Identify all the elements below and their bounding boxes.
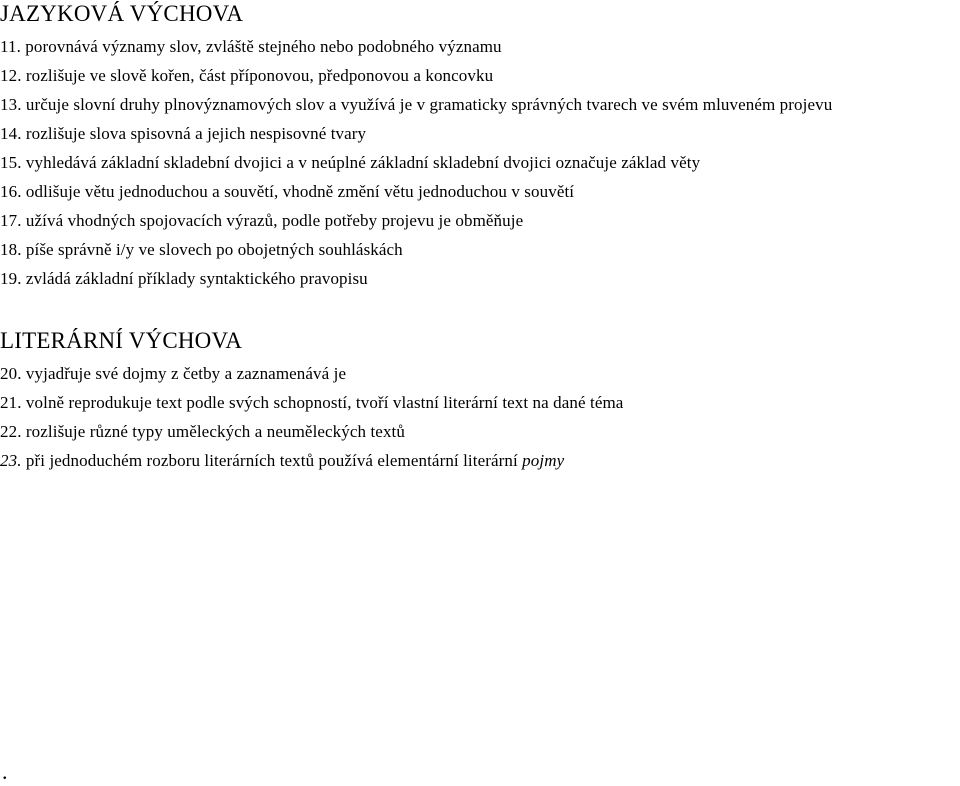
list-item: [0, 90, 832, 119]
item-number: 14.: [0, 124, 22, 143]
item-number: 17.: [0, 211, 22, 230]
list-item: [0, 61, 832, 90]
list-item: [0, 264, 832, 293]
item-number: 16.: [0, 182, 22, 201]
item-text: zvládá základní příklady syntaktického pravopisu: [25, 269, 368, 288]
item-text: volně reprodukuje text podle svých schopností, tvoří vlastní literární text na dané téma: [25, 393, 624, 412]
item-number: 22.: [0, 422, 22, 441]
list-item: [0, 119, 832, 148]
item-number: 15.: [0, 153, 22, 172]
jazykova-list: [0, 32, 832, 293]
list-item: [0, 177, 832, 206]
list-item: [0, 148, 832, 177]
item-text: určuje slovní druhy plnovýznamových slov a využívá je v gramaticky správných tvarech ve svém mluveném projevu: [25, 95, 833, 114]
item-text: při jednoduchém rozboru literárních textů používá elementární literární: [25, 451, 518, 470]
end-mark: .: [2, 759, 8, 784]
list-item: [0, 32, 832, 61]
list-item: [0, 446, 623, 475]
section-heading-jazykova: JAZYKOVÁ VÝCHOVA: [0, 1, 244, 26]
item-number: 19.: [0, 269, 22, 288]
item-number: 11.: [0, 37, 21, 56]
item-number: 21.: [0, 393, 22, 412]
item-text: rozlišuje slova spisovná a jejich nespisovné tvary: [25, 124, 367, 143]
list-item: [0, 235, 832, 264]
item-number: 20.: [0, 364, 22, 383]
item-text: užívá vhodných spojovacích výrazů, podle potřeby projevu je obměňuje: [25, 211, 524, 230]
literarni-list: [0, 359, 623, 475]
item-text: rozlišuje různé typy uměleckých a neuměleckých textů: [25, 422, 405, 441]
item-number: 13.: [0, 95, 22, 114]
item-text-italic: pojmy: [522, 451, 565, 470]
list-item: [0, 206, 832, 235]
list-item: [0, 359, 623, 388]
list-item: [0, 388, 623, 417]
item-text: odlišuje větu jednoduchou a souvětí, vhodně změní větu jednoduchou v souvětí: [25, 182, 575, 201]
item-text: porovnává významy slov, zvláště stejného nebo podobného významu: [25, 37, 502, 56]
item-number: 23.: [0, 451, 22, 470]
item-text: vyjadřuje své dojmy z četby a zaznamenává je: [25, 364, 347, 383]
item-text: píše správně i/y ve slovech po obojetných souhláskách: [25, 240, 403, 259]
item-text: vyhledává základní skladební dvojici a v neúplné základní skladební dvojici označuje základ věty: [25, 153, 701, 172]
item-number: 18.: [0, 240, 22, 259]
item-number: 12.: [0, 66, 22, 85]
item-text: rozlišuje ve slově kořen, část příponovou, předponovou a koncovku: [25, 66, 494, 85]
list-item: [0, 417, 623, 446]
section-heading-literarni: LITERÁRNÍ VÝCHOVA: [0, 328, 243, 353]
